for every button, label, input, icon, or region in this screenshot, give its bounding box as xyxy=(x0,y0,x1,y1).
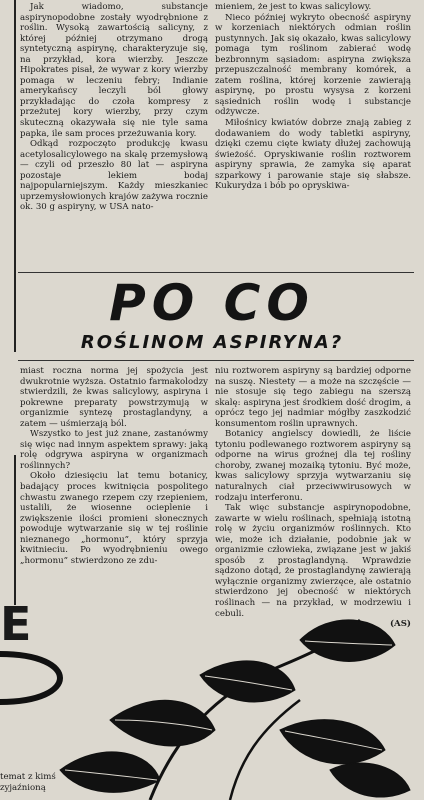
paragraph: mieniem, że jest to kwas salicylowy. xyxy=(215,2,372,12)
fragment-text-line: temat z kimś xyxy=(0,772,56,782)
paragraph: Około dziesięciu lat temu botanicy, badający proces kwitnięcia pospolitego chwastu zwanego rzepem czy rzepieniem, ustalili, że wiosenne ocieplenie i zwiększenie ilości promieni słonecznych powoduje wytwarzanie się w tej roślinie nieznanego „hormonu”, który sprzyja kwitnieciu. Po wyodrębnieniu owego „hormonu” stwierdzono ze zdu- xyxy=(20,471,208,566)
paragraph: niu roztworem aspiryny są bardziej odporne na suszę. Niestety — a może na szczęście — nie stosuje się tego zabiegu na szerszą skalę: aspiryna jest środkiem dość drogim, a oprócz tego jej nadmiar mógłby zaszkodzić konsumentom roślin uprawnych. xyxy=(215,366,411,429)
paragraph: Odkąd rozpoczęto produkcję kwasu acetylosalicylowego na skalę przemysłową — czyli od przeszło 80 lat — aspiryna pozostaje lekiem bodaj najpopularniejszym. Każdy mieszkaniec uprzemysłowionych krajów zażywa rocznie ok. 30 g aspiryny, w USA nato- xyxy=(20,139,208,213)
fragment-text-line: zyjaźnioną xyxy=(0,783,46,793)
column-bottom-left xyxy=(20,366,208,566)
paragraph: miast roczna norma jej spożycia jest dwukrotnie wyższa. Ostatnio farmakolodzy stwierdzili, że kwas salicylowy, aspiryna i pokrewne preparaty powstrzymują w organizmie syntezę prostaglandyny, a zatem — uśmierzają ból. xyxy=(20,366,208,429)
column-top-right xyxy=(215,2,411,192)
paragraph: Miłośnicy kwiatów dobrze znają zabieg z dodawaniem do wody tabletki aspiryny, dzięki czemu cięte kwiaty dłużej zachowują świeżość. Opryskiwanie roślin roztworem aspiryny sprawia, że zamyka się aparat szparkowy i parowanie staje się słabsze. Kukurydza i bób po opryskiwa- xyxy=(215,118,411,192)
paragraph: Wszystko to jest już znane, zastanówmy się więc nad innym aspektem sprawy: jaką rolę odgrywa aspiryna w organizmach roślinnych? xyxy=(20,429,208,471)
paragraph: Tak więc substancje aspirynopodobne, zawarte w wielu roślinach, spełniają istotną rolę w życiu organizmów roślinnych. Kto wie, może ich działanie, podobnie jak w organizmie człowieka, związane jest w jakiś sposób z prostaglandyną. Wprawdzie sądzono dotąd, że prostaglandynę zawierają wyłącznie organizmy zwierzęce, ale ostatnio stwierdzono jej obecność w niektórych roślinach — na przykład, w modrzewiu i cebuli. xyxy=(215,503,411,619)
divider-line xyxy=(18,272,414,273)
paragraph: Botanicy angielscy dowiedli, że liście tytoniu podlewanego roztworem aspiryny są odporne na wirus groźnej dla tej rośliny choroby, zwanej mozaiką tytoniu. Być może, kwas salicylowy sprzyja wytwarzaniu się naturalnych ciał przeciwwirusowych w rodzaju interferonu. xyxy=(215,429,411,503)
divider-line xyxy=(18,360,414,361)
column-top-left xyxy=(20,2,208,213)
paragraph: Jak wiadomo, substancje aspirynopodobne zostały wyodrębnione z roślin. Wysoką zawartością salicyny, z której później otrzymano drogą syntetyczną aspirynę, charakteryzuje się, na przykład, kora wierzby. Jeszcze Hipokrates pisał, że wywar z kory wierzby pomaga w leczeniu febry; Indianie amerykańscy leczyli ból głowy przykładając do czoła kompresy z przeżutej kory wierzby, przy czym skuteczną okazywała się nie tyle sama papka, ile sam proces przeżuwania kory. xyxy=(20,2,208,139)
author-signature: (AS) xyxy=(389,619,411,630)
subheadline: ROŚLINOM ASPIRYNA? xyxy=(80,332,344,353)
paragraph: Nieco później wykryto obecność aspiryny w korzeniach niektórych odmian roślin pustynnych. Jak się okazało, kwas salicylowy pomaga tym roślinom zabierać wodę bezbronnym sąsiadom: aspiryna zwiększa przepuszczalność membrany komórek, a zatem roślina, której korzenie zawierają aspirynę, po prostu wysysa z korzeni sąsiednich roślin wodę i substancje odżywcze. xyxy=(215,12,411,118)
fragment-arc-shape xyxy=(0,648,70,708)
fragment-large-letter: E xyxy=(0,597,32,651)
headline: PO CO xyxy=(109,274,315,332)
